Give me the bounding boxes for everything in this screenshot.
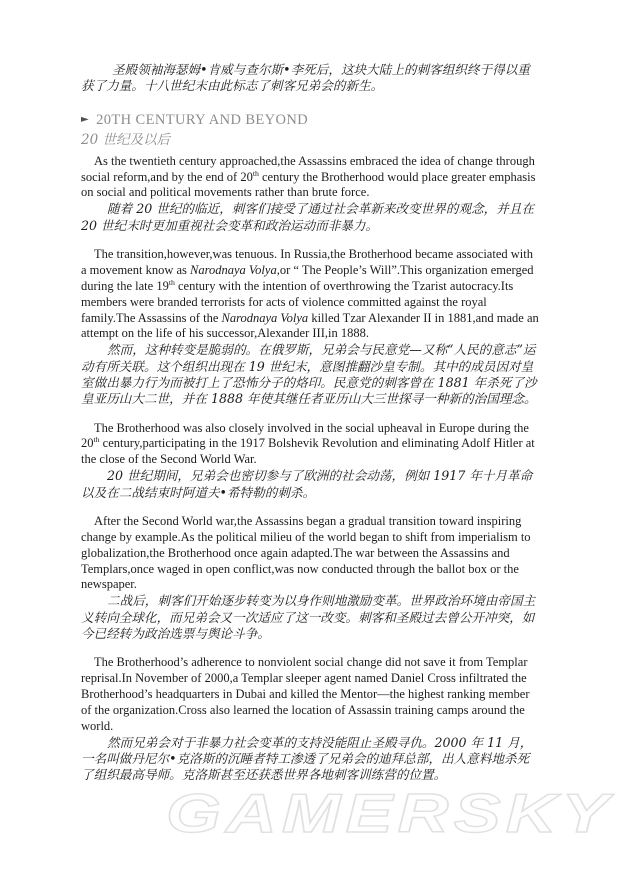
paragraph-chinese-4: 二战后，刺客们开始逐步转变为以身作则地激励变革。世界政治环境由帝国主义转向全球化，而兄弟会又一次适应了这一改变。刺客和圣殿过去曾公开冲突，如今已经转为政治选票与舆论斗争。 (81, 593, 536, 641)
paragraph-chinese-2: 然而，这种转变是脆弱的。在俄罗斯，兄弟会与民意党—又称“人民的意志”运动有所关联。这个组织出现在 19 世纪末，意图推翻沙皇专制。其中的成员因对皇室做出暴力行为而被打上了恐怖分子的烙印。民意党的刺客曾在 1881 年杀死了沙皇亚历山大二世，并在 1888 年使其继任者亚历山大三世探寻一种新的治国理念。 (81, 342, 537, 407)
paragraph-english-1: As the twentieth century approached,the Assassins embraced the idea of change through social reform,and by the end of 20th century the Brotherhood would place greater emphasis on social and political movements rather than brute force. (81, 153, 536, 200)
triangle-bullet-icon: ► (81, 113, 90, 125)
paragraph-english-3: The Brotherhood was also closely involved in the social upheaval in Europe during the 20th century,participating in the 1917 Bolshevik Revolution and eliminating Adolf Hitler at the close of the Second World War. (81, 420, 535, 467)
paragraph-chinese-3: 20 世纪期间，兄弟会也密切参与了欧洲的社会动荡，例如 1917 年十月革命以及在二战结束时阿道夫•希特勒的刺杀。 (81, 468, 533, 500)
paragraph-english-5: The Brotherhood’s adherence to nonviolent social change did not save it from Templar reprisal.In November of 2000,a Templar sleeper agent named Daniel Cross infiltrated the Brotherhood’s headquarters in Dubai and killed the Mentor—the highest ranking member of the organization.Cross also learned the location of Assassin training camps around the world. (81, 655, 530, 733)
intro-paragraph-chinese: 圣殿领袖海瑟姆•肯威与查尔斯•李死后，这块大陆上的刺客组织终于得以重获了力量。十八世纪末由此标志了刺客兄弟会的新生。 (81, 62, 530, 94)
paragraph-chinese-1: 随着 20 世纪的临近，刺客们接受了通过社会革新来改变世界的观念，并且在 20 世纪末时更加重视社会变革和政治运动而非暴力。 (81, 201, 535, 233)
paragraph-english-2: The transition,however,was tenuous. In Russia,the Brotherhood became associated with a movement know as Narodnaya Volya,or “ The People’s Will”.This organization emerged during the late 19th century with the intention of overthrowing the Tzarist autocracy.Its members were branded terrorists for acts of violence committed against the royal family.The Assassins of the Narodnaya Volya killed Tzar Alexander II in 1881,and made an attempt on the life of his successor,Alexander III,in 1888. (81, 246, 539, 341)
document-content (81, 62, 541, 784)
section-subtitle-chinese: 20 世纪及以后 (81, 131, 170, 148)
section-title: 20TH CENTURY AND BEYOND (96, 111, 309, 128)
section-header (81, 110, 541, 130)
paragraph-chinese-5: 然而兄弟会对于非暴力社会变革的支持没能阻止圣殿寻仇。2000 年 11 月，一名叫做丹尼尔•克洛斯的沉睡者特工渗透了兄弟会的迪拜总部，出人意料地杀死了组织最高导师。克洛斯甚至还获悉世界各地刺客训练营的位置。 (81, 734, 533, 783)
paragraph-english-4: After the Second World war,the Assassins began a gradual transition toward inspiring change by example.As the political milieu of the world began to shift from imperialism to globalization,the Brotherhood once again adapted.The war between the Assassins and Templars,once waged in open conflict,was now conducted through the ballot box or the newspaper. (81, 513, 531, 592)
gamersky-watermark: GAMERSKY (166, 782, 614, 844)
